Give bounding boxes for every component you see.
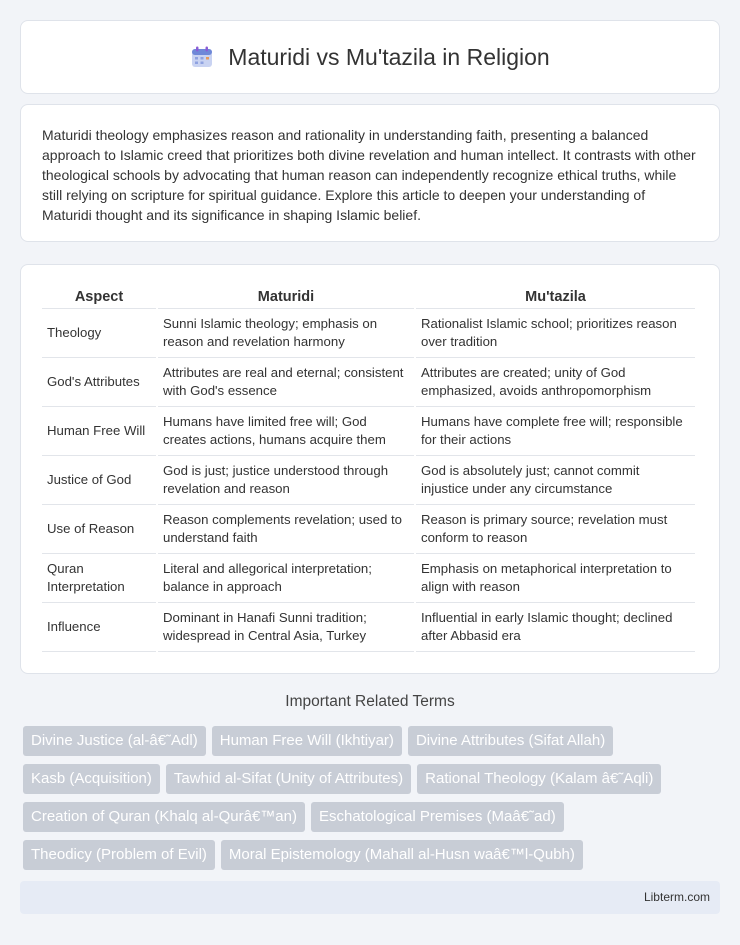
table-row [42,407,695,456]
table-row [42,505,695,554]
table-cell: Influential in early Islamic thought; declined after Abbasid era [416,603,695,652]
footer-site-link[interactable]: Libterm.com [643,890,710,904]
table-cell: Attributes are created; unity of God emphasized, avoids anthropomorphism [416,358,695,407]
table-cell: God is just; justice understood through revelation and reason [158,456,414,505]
table-cell: Emphasis on metaphorical interpretation to align with reason [416,554,695,603]
table-row [42,358,695,407]
table-header-row [42,285,695,309]
table-cell: Theology [42,309,156,358]
term-tag[interactable]: Theodicy (Problem of Evil) [23,840,215,870]
term-tag[interactable]: Human Free Will (Ikhtiyar) [212,726,402,756]
term-tag[interactable]: Kasb (Acquisition) [23,764,160,794]
table-cell: Sunni Islamic theology; emphasis on reason and revelation harmony [158,309,414,358]
term-tag[interactable]: Divine Justice (al-â€˜Adl) [23,726,206,756]
term-tag[interactable]: Moral Epistemology (Mahall al-Husn waâ€™l-Qubh) [221,840,583,870]
term-tag[interactable]: Rational Theology (Kalam â€˜Aqli) [417,764,661,794]
intro-card [20,104,720,242]
table-cell: Literal and allegorical interpretation; balance in approach [158,554,414,603]
table-row [42,309,695,358]
table-row [42,456,695,505]
table-row [42,603,695,652]
related-terms-title: Important Related Terms [285,693,455,710]
term-tag[interactable]: Tawhid al-Sifat (Unity of Attributes) [166,764,411,794]
table-cell: Justice of God [42,456,156,505]
page-title: Maturidi vs Mu'tazila in Religion [228,43,550,70]
column-header: Aspect [42,285,156,309]
column-header: Mu'tazila [416,285,695,309]
table-cell: Human Free Will [42,407,156,456]
comparison-table-card [20,264,720,674]
table-cell: Reason is primary source; revelation must conform to reason [416,505,695,554]
table-cell: Quran Interpretation [42,554,156,603]
title-card [20,20,720,94]
table-cell: Use of Reason [42,505,156,554]
table-cell: Dominant in Hanafi Sunni tradition; widespread in Central Asia, Turkey [158,603,414,652]
comparison-table [40,285,697,652]
table-row [42,554,695,603]
term-tag[interactable]: Eschatological Premises (Maâ€˜ad) [311,802,564,832]
table-cell: Humans have complete free will; responsible for their actions [416,407,695,456]
table-cell: God is absolutely just; cannot commit injustice under any circumstance [416,456,695,505]
term-tag[interactable]: Divine Attributes (Sifat Allah) [408,726,613,756]
table-cell: Attributes are real and eternal; consistent with God's essence [158,358,414,407]
column-header: Maturidi [158,285,414,309]
intro-text: Maturidi theology emphasizes reason and rationality in understanding faith, presenting a balanced approach to Islamic creed that prioritizes both divine revelation and human intellect. It contrasts with other theological schools by advocating that human reason can independently recognize ethical truths, while still relying on scripture for spiritual guidance. Explore this article to deepen your understanding of Maturidi thought and its significance in shaping Islamic belief. [42,127,696,223]
footer [20,881,720,914]
related-terms-list [23,726,723,870]
table-cell: Influence [42,603,156,652]
term-tag[interactable]: Creation of Quran (Khalq al-Qurâ€™an) [23,802,305,832]
table-cell: Reason complements revelation; used to understand faith [158,505,414,554]
table-cell: God's Attributes [42,358,156,407]
calendar-icon [190,45,214,69]
table-cell: Rationalist Islamic school; prioritizes reason over tradition [416,309,695,358]
table-cell: Humans have limited free will; God creates actions, humans acquire them [158,407,414,456]
